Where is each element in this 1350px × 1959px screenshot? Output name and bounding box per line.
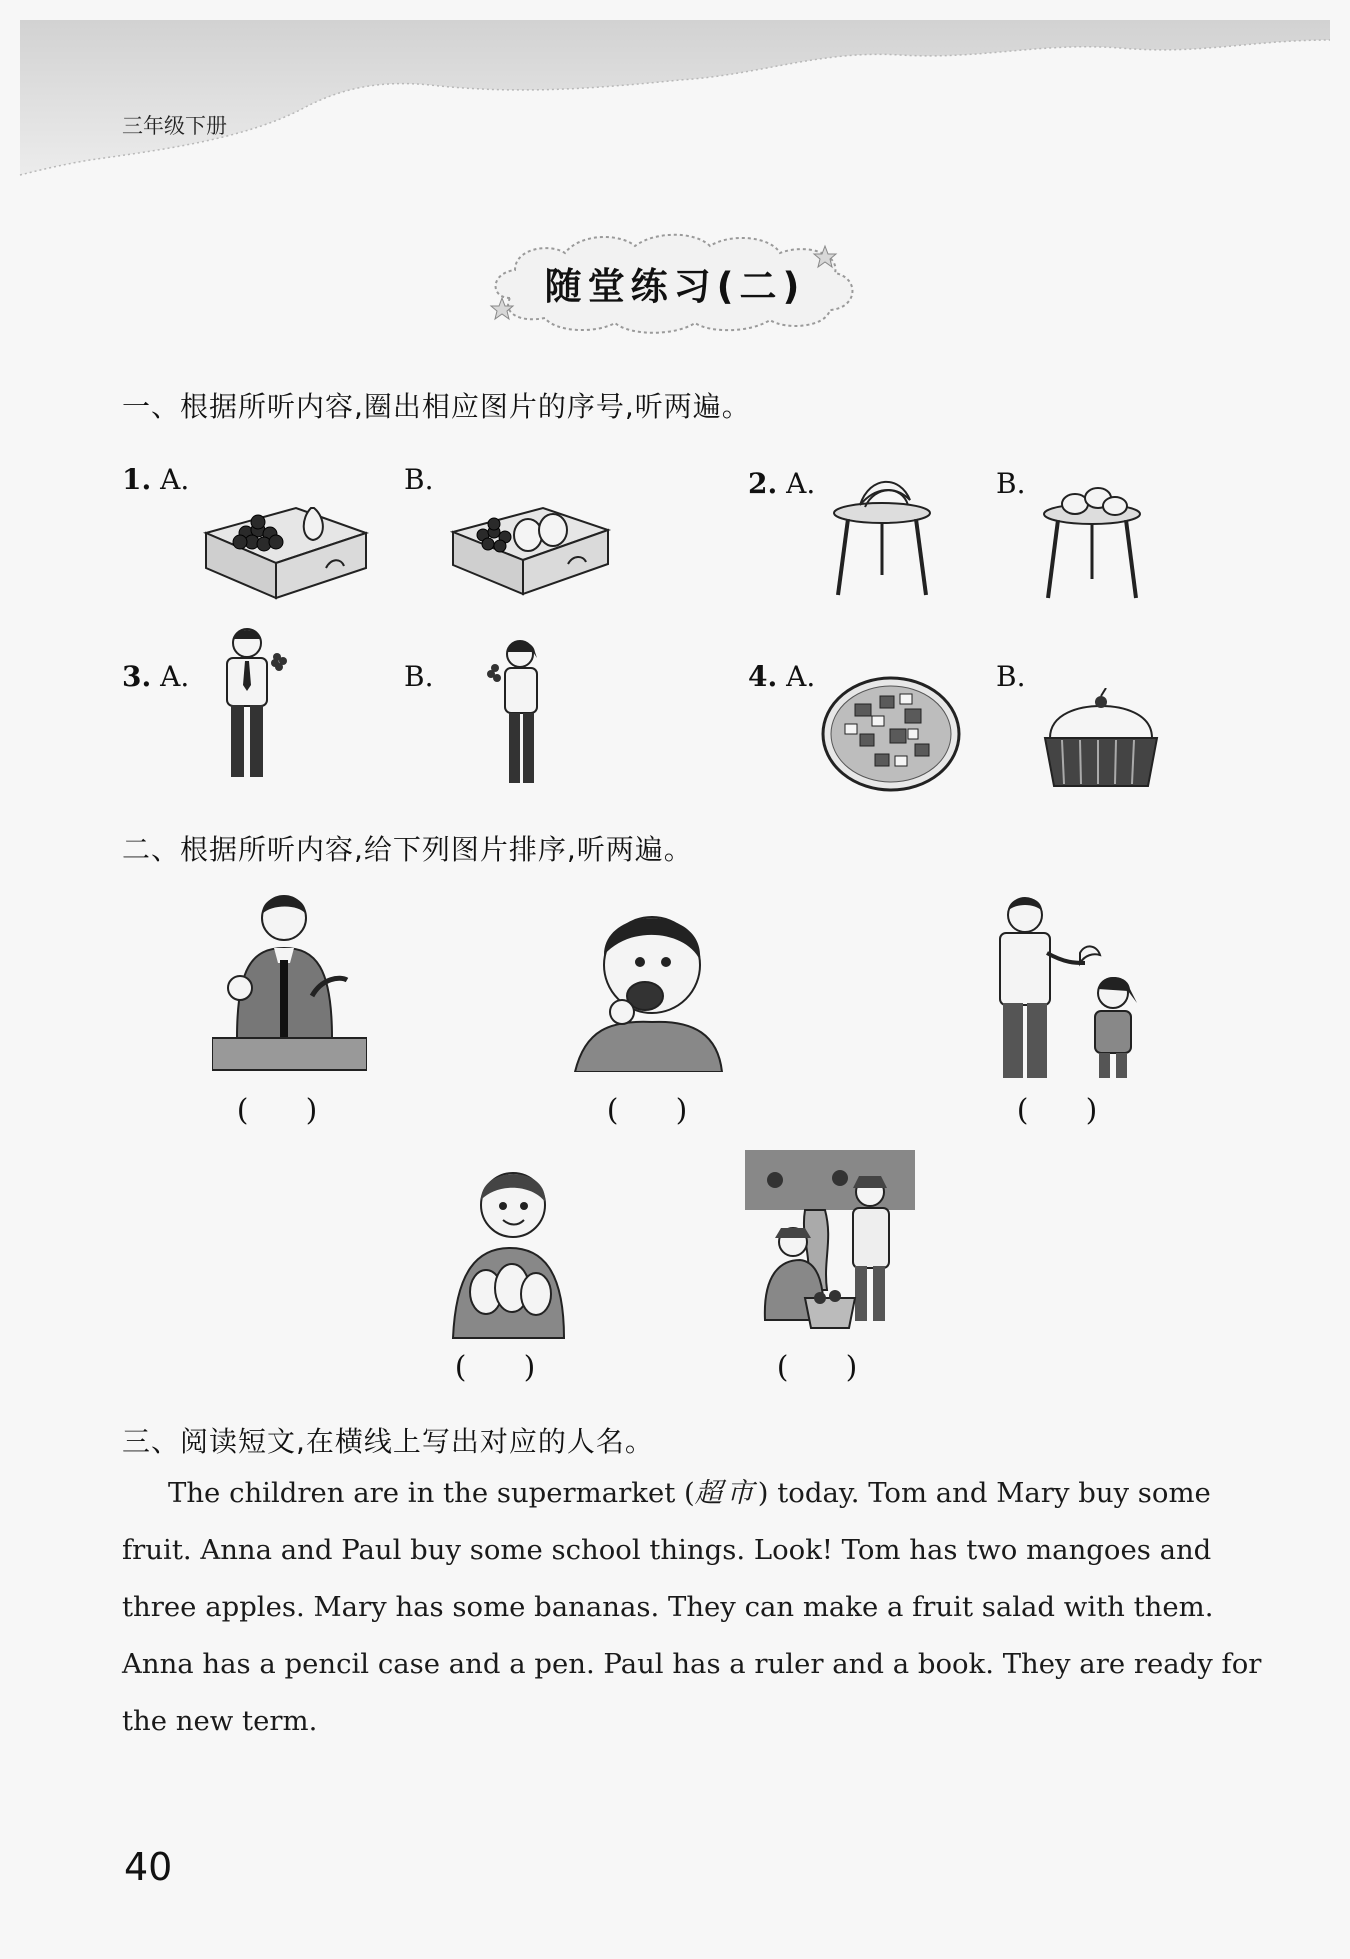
fruit-box-grapes-pears-image [448,480,613,598]
passage-line-1 [122,1465,1242,1522]
girl-with-grapes-image [485,638,545,793]
section2-heading: 二、根据所听内容,给下列图片排序,听两遍。 [122,833,693,866]
fruit-box-grapes-pear-image [196,478,371,603]
answer-blank-2[interactable]: ( ) [606,1093,688,1128]
answer-blank-1[interactable]: ( ) [236,1093,318,1128]
table-bananas-image [830,475,935,600]
passage-line-1-before: The children are in the supermarket ( [168,1477,695,1509]
cake-image [1040,688,1162,793]
q1-label [122,463,189,496]
q3-number: 3. [122,660,152,693]
q4-option-b: B. [996,660,1026,693]
q4-number: 4. [748,660,778,693]
header-cloud-band [0,0,1350,190]
reading-passage [122,1465,1262,1750]
table-pears-image [1040,484,1145,602]
section3-heading: 三、阅读短文,在横线上写出对应的人名。 [122,1425,654,1458]
answer-blank-4[interactable]: ( ) [454,1350,536,1385]
boy-eating-image [570,900,725,1072]
boy-with-grapes-image [215,625,295,790]
title-cloud [480,228,870,338]
worksheet-title: 随堂练习(二) [544,265,806,308]
q1-option-a: A. [160,463,190,496]
page-number: 40 [124,1845,173,1889]
q3-option-b: B. [404,660,434,693]
answer-blank-3[interactable]: ( ) [1016,1093,1098,1128]
boy-with-pears-image [448,1160,568,1340]
answer-blank-5[interactable]: ( ) [776,1350,858,1385]
q2-option-b: B. [996,467,1026,500]
man-giving-bananas-to-girl-image [985,893,1155,1083]
q3-option-a: A. [160,660,190,693]
grade-label: 三年级下册 [122,114,227,138]
passage-line-2: fruit. Anna and Paul buy some school things. Look! Tom has two mangoes and [122,1534,1212,1566]
section1-heading: 一、根据所听内容,圈出相应图片的序号,听两遍。 [122,390,751,423]
fruit-salad-image [820,674,962,794]
q2-option-a: A. [786,467,816,500]
man-with-fruits-image [212,888,367,1073]
q3-label [122,660,189,693]
passage-gloss: 超市 [694,1477,758,1509]
q1-option-b: B. [404,463,434,496]
passage-line-1-after: ) today. Tom and Mary buy some [757,1477,1211,1509]
q2-number: 2. [748,467,778,500]
q1-number: 1. [122,463,152,496]
q4-option-a: A. [786,660,816,693]
passage-line-3: three apples. Mary has some bananas. They can make a fruit salad with them. [122,1591,1214,1623]
q2-label [748,467,815,500]
q4-label [748,660,815,693]
picking-fruit-under-tree-image [745,1150,915,1330]
passage-line-5: the new term. [122,1705,318,1737]
passage-line-4: Anna has a pencil case and a pen. Paul has a ruler and a book. They are ready for [122,1648,1262,1680]
